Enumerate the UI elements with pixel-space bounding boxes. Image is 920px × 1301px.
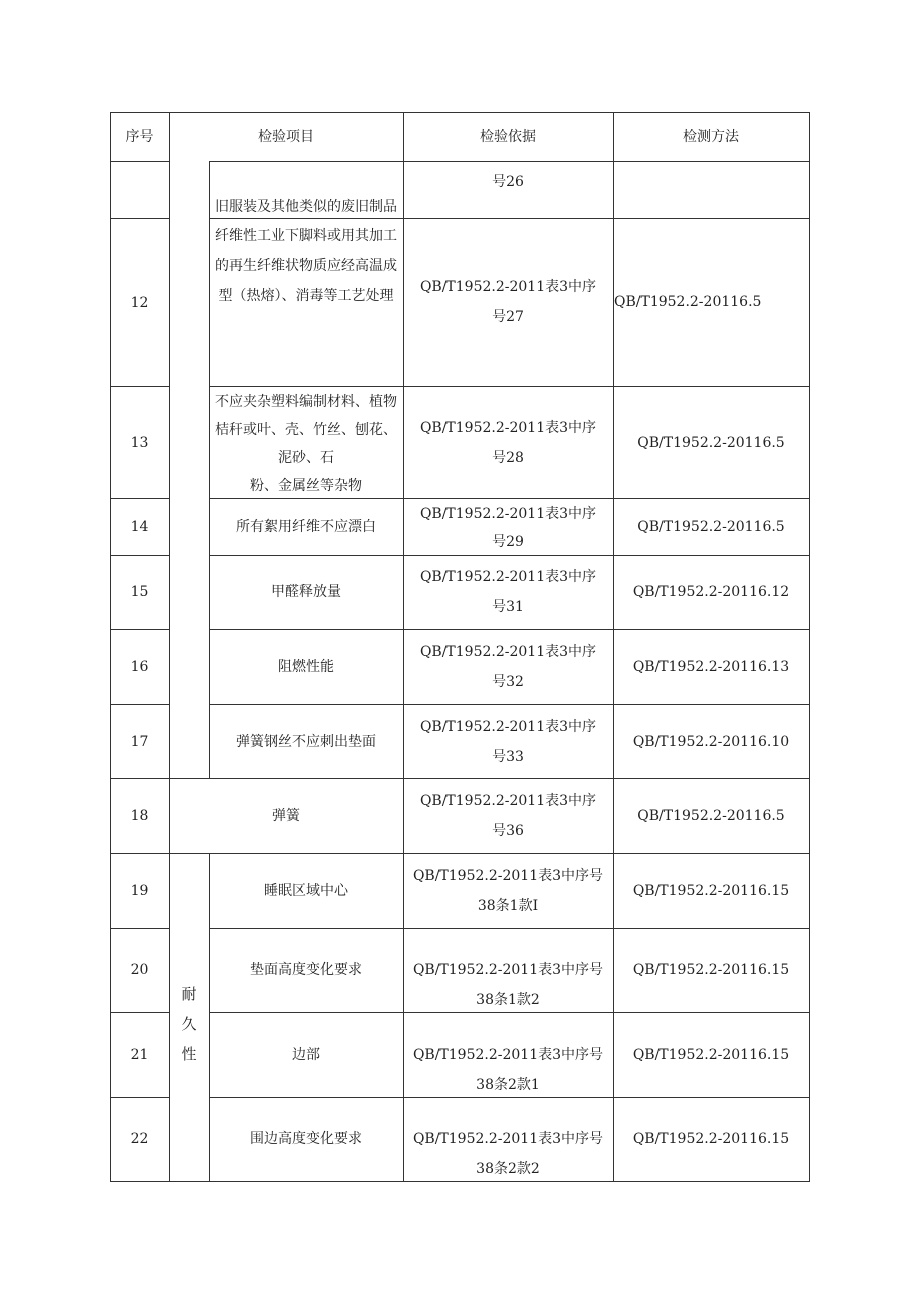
table-right-border: [809, 112, 810, 1182]
basis-line: 号28: [492, 450, 524, 466]
basis-line: QB/T1952.2-2011表3中序: [419, 569, 597, 585]
row-line: [209, 161, 810, 162]
item-cell: 弹簧: [272, 808, 300, 824]
method-cell: QB/T1952.2-20116.5: [637, 808, 785, 824]
basis-line: 38条2款1: [476, 1077, 540, 1093]
row-no: 21: [130, 1047, 149, 1063]
row-line: [209, 928, 810, 929]
header-no: 序号: [125, 129, 154, 145]
basis-line: 38条1款2: [476, 992, 540, 1008]
basis-cell: [403, 786, 613, 846]
col-line: [613, 112, 614, 1182]
item-line: 桔秆或叶、壳、竹丝、刨花、: [215, 422, 397, 438]
row-line: [110, 704, 169, 705]
item-cell: 围边高度变化要求: [250, 1131, 362, 1147]
item-cell: 所有絮用纤维不应漂白: [236, 519, 376, 535]
item-line: 的再生纤维状物质应经高温成: [215, 258, 397, 274]
item-cell: 阻燃性能: [278, 659, 334, 675]
basis-line: QB/T1952.2-2011表3中序: [419, 644, 597, 660]
item-line: 泥砂、石: [278, 450, 334, 466]
group-char: 久: [181, 1015, 197, 1033]
basis-line: QB/T1952.2-2011表3中序: [419, 279, 597, 295]
table-left-border: [110, 112, 111, 1182]
method-cell: QB/T1952.2-20116.5: [637, 519, 785, 535]
item-line: 纤维性工业下脚料或用其加工: [215, 228, 397, 244]
basis-line: QB/T1952.2-2011表3中序号: [412, 868, 604, 884]
row-no: 20: [130, 962, 149, 978]
group-char: 性: [181, 1045, 197, 1063]
basis-line: 38条1款I: [477, 898, 539, 914]
basis-line: QB/T1952.2-2011表3中序: [419, 719, 597, 735]
row-line: [110, 498, 169, 499]
row-no: 14: [130, 519, 149, 535]
method-cell: QB/T1952.2-20116.12: [632, 584, 790, 600]
row-line: [110, 629, 169, 630]
basis-cell: [403, 562, 613, 622]
basis-line: 号32: [492, 674, 524, 690]
basis-cell: [403, 1040, 613, 1100]
row-line: [110, 928, 169, 929]
basis-cell: [403, 955, 613, 1015]
basis-line: QB/T1952.2-2011表3中序号: [412, 1131, 604, 1147]
basis-line: QB/T1952.2-2011表3中序号: [412, 962, 604, 978]
item-cell: 弹簧钢丝不应刺出垫面: [236, 734, 376, 750]
basis-cell: [403, 500, 613, 556]
basis-cell: [403, 272, 613, 332]
item-cell: 旧服装及其他类似的废旧制品: [215, 199, 397, 215]
header-method: 检测方法: [683, 129, 739, 145]
row-line: [209, 704, 810, 705]
basis-cell: [403, 413, 613, 473]
basis-cell: [403, 712, 613, 772]
row-line: [110, 853, 810, 854]
method-cell: QB/T1952.2-20116.15: [632, 962, 790, 978]
method-cell: QB/T1952.2-20116.5: [614, 294, 762, 310]
basis-line: 号33: [492, 749, 524, 765]
table-top-border: [110, 112, 810, 113]
method-cell: QB/T1952.2-20116.15: [632, 1131, 790, 1147]
item-cell: 甲醛释放量: [271, 584, 341, 600]
item-cell: [209, 221, 403, 311]
basis-line: QB/T1952.2-2011表3中序: [419, 793, 597, 809]
item-cell: 垫面高度变化要求: [250, 962, 362, 978]
basis-cell: 号26: [492, 174, 524, 190]
row-line: [110, 778, 810, 779]
basis-line: QB/T1952.2-2011表3中序: [419, 420, 597, 436]
header-basis: 检验依据: [480, 129, 536, 145]
row-line: [110, 161, 169, 162]
group-durability-label: [169, 979, 209, 1069]
row-no: 18: [130, 808, 149, 824]
basis-cell: [403, 861, 613, 921]
header-item: 检验项目: [258, 129, 314, 145]
basis-cell: [403, 1124, 613, 1184]
row-line: [110, 1012, 169, 1013]
row-no: 16: [130, 659, 149, 675]
method-cell: QB/T1952.2-20116.15: [632, 883, 790, 899]
row-no: 17: [130, 734, 149, 750]
basis-line: QB/T1952.2-2011表3中序: [419, 506, 597, 522]
method-cell: QB/T1952.2-20116.5: [637, 435, 785, 451]
row-line: [110, 218, 169, 219]
item-cell: [209, 388, 403, 500]
item-line: 型（热熔）、消毒等工艺处理: [218, 288, 394, 304]
row-line: [110, 555, 169, 556]
basis-line: 号27: [492, 309, 524, 325]
row-no: 13: [130, 435, 149, 451]
method-cell: QB/T1952.2-20116.13: [632, 659, 790, 675]
item-cell: 边部: [292, 1047, 320, 1063]
row-no: 22: [130, 1131, 149, 1147]
basis-line: QB/T1952.2-2011表3中序号: [412, 1047, 604, 1063]
basis-line: 号31: [492, 599, 524, 615]
item-line: 不应夹杂塑料编制材料、植物: [215, 394, 397, 410]
basis-line: 号29: [492, 534, 524, 550]
method-cell: QB/T1952.2-20116.15: [632, 1047, 790, 1063]
row-no: 19: [130, 883, 149, 899]
group-char: 耐: [181, 985, 197, 1003]
method-cell: QB/T1952.2-20116.10: [632, 734, 790, 750]
basis-cell: [403, 637, 613, 697]
item-cell: 睡眠区域中心: [264, 883, 348, 899]
item-line: 粉、金属丝等杂物: [250, 478, 362, 494]
row-line: [110, 386, 169, 387]
row-no: 12: [130, 295, 149, 311]
basis-line: 38条2款2: [476, 1161, 540, 1177]
row-line: [209, 386, 810, 387]
basis-line: 号36: [492, 823, 524, 839]
row-no: 15: [130, 584, 149, 600]
row-line: [110, 1097, 169, 1098]
row-line: [209, 629, 810, 630]
